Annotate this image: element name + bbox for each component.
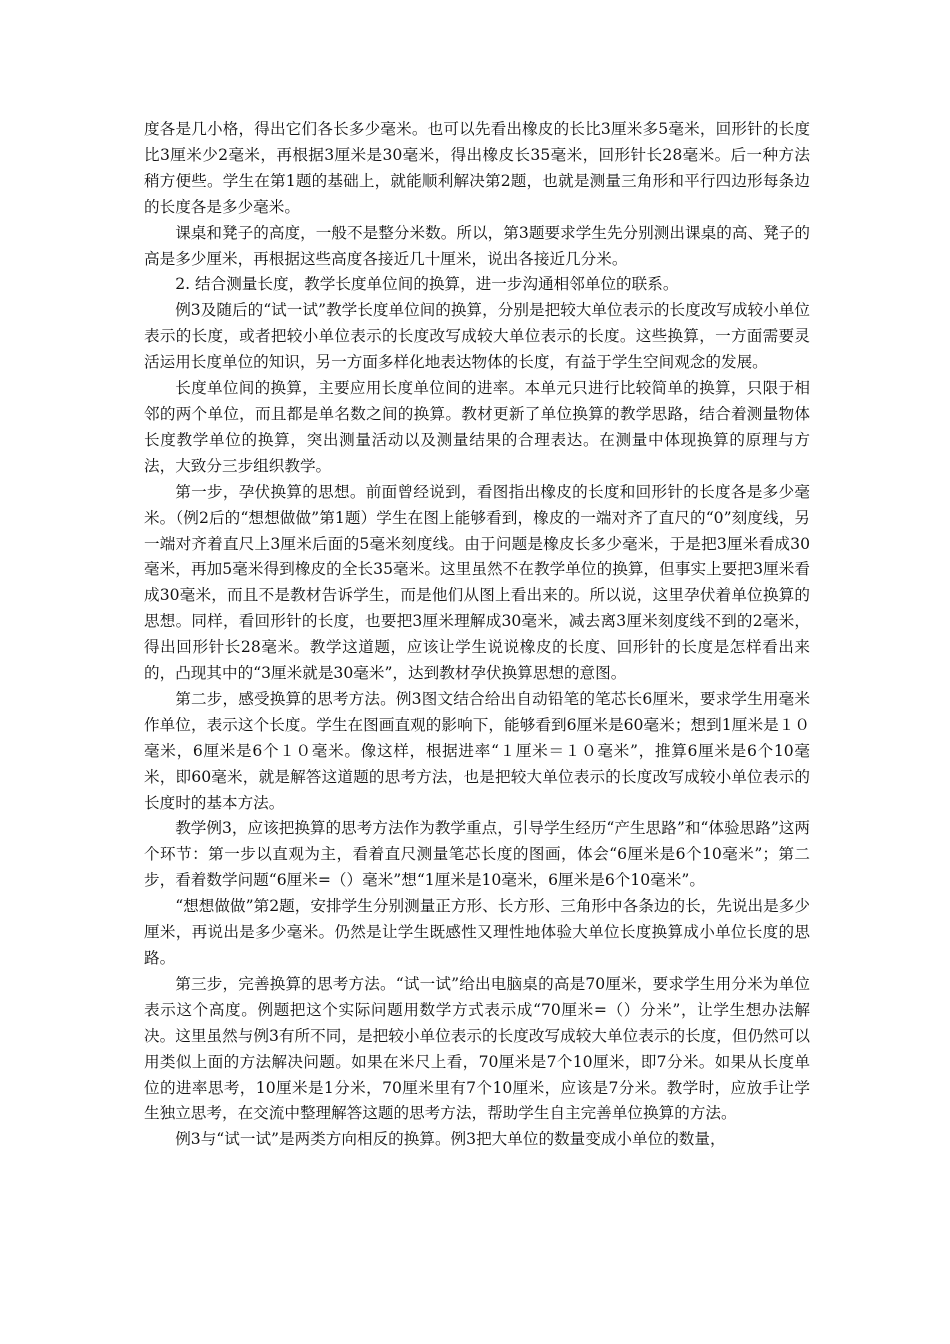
paragraph-11: 例3与“试一试”是两类方向相反的换算。例3把大单位的数量变成小单位的数量， [175, 1130, 726, 1149]
paragraph-2: 课桌和凳子的高度，一般不是整分米数。所以，第3题要求学生先分别测出课桌的高、凳子的高是多少厘米，再根据这些高度各接近几十厘米，说出各接近几分米。 [144, 223, 810, 268]
paragraph-1: 度各是几小格，得出它们各长多少毫米。也可以先看出橡皮的长比3厘米多5毫米，回形针的长度比3厘米少2毫米，再根据3厘米是30毫米，得出橡皮长35毫米，回形针长28毫米。后一种方法稍方便些。学生在第1题的基础上，就能顺利解决第2题，也就是测量三角形和平行四边形每条边的长度各是多少毫米。 [144, 120, 810, 216]
paragraph-10: 第三步，完善换算的思考方法。“试一试”给出电脑桌的高是70厘米，要求学生用分米为单位表示这个高度。例题把这个实际问题用数学方式表示成“70厘米=（）分米”，让学生想办法解决。这里虽然与例3有所不同，是把较小单位表示的长度改写成较大单位表示的长度，但仍然可以用类似上面的方法解决问题。如果在米尺上看，70厘米是7个10厘米，即7分米。如果从长度单位的进率思考，10厘米是1分米，70厘米里有7个10厘米，应该是7分米。教学时，应放手让学生独立思考，在交流中整理解答这题的思考方法，帮助学生自主完善单位换算的方法。 [144, 974, 810, 1123]
paragraph-7: 第二步，感受换算的思考方法。例3图文结合给出自动铅笔的笔芯长6厘米，要求学生用毫米作单位，表示这个长度。学生在图画直观的影响下，能够看到6厘米是60毫米；想到1厘米是１０毫米，6厘米是6个１０毫米。像这样，根据进率“１厘米＝１０毫米”，推算6厘米是6个10毫米，即60毫米，就是解答这道题的思考方法，也是把较大单位表示的长度改写成较小单位表示的长度时的基本方法。 [144, 689, 810, 812]
paragraph-3: 2. 结合测量长度，教学长度单位间的换算，进一步沟通相邻单位的联系。 [175, 275, 679, 294]
paragraph-6: 第一步，孕伏换算的思想。前面曾经说到，看图指出橡皮的长度和回形针的长度各是多少毫米。（例2后的“想想做做”第1题）学生在图上能够看到，橡皮的一端对齐了直尺的“0”刻度线，另一端对齐着直尺上3厘米后面的5毫米刻度线。由于问题是橡皮长多少毫米，于是把3厘米看成30毫米，再加5毫米得到橡皮的全长35毫米。这里虽然不在教学单位的换算，但事实上要把3厘米看成30毫米，而且不是教材告诉学生，而是他们从图上看出来的。所以说，这里孕伏着单位换算的思想。同样，看回形针的长度，也要把3厘米理解成30毫米，减去离3厘米刻度线不到的2毫米，得出回形针长28毫米。教学这道题，应该让学生说说橡皮的长度、回形针的长度是怎样看出来的，凸现其中的“3厘米就是30毫米”，达到教材孕伏换算思想的意图。 [144, 482, 810, 683]
paragraph-4: 例3及随后的“试一试”教学长度单位间的换算，分别是把较大单位表示的长度改写成较小单位表示的长度，或者把较小单位表示的长度改写成较大单位表示的长度。这些换算，一方面需要灵活运用长度单位的知识，另一方面多样化地表达物体的长度，有益于学生空间观念的发展。 [144, 301, 810, 372]
paragraph-9: “想想做做”第2题，安排学生分别测量正方形、长方形、三角形中各条边的长，先说出是多少厘米，再说出是多少毫米。仍然是让学生既感性又理性地体验大单位长度换算成小单位长度的思路。 [144, 897, 810, 967]
paragraph-8: 教学例3，应该把换算的思考方法作为教学重点，引导学生经历“产生思路”和“体验思路”这两个环节：第一步以直观为主，看着直尺测量笔芯长度的图画，体会“6厘米是6个10毫米”；第二步，看着数学问题“6厘米=（）毫米”想“1厘米是10毫米，6厘米是6个10毫米”。 [144, 819, 810, 890]
paragraph-5: 长度单位间的换算，主要应用长度单位间的进率。本单元只进行比较简单的换算，只限于相邻的两个单位，而且都是单名数之间的换算。教材更新了单位换算的教学思路，结合着测量物体长度教学单位的换算，突出测量活动以及测量结果的合理表达。在测量中体现换算的原理与方法，大致分三步组织教学。 [144, 379, 810, 475]
document-body [144, 117, 810, 1153]
